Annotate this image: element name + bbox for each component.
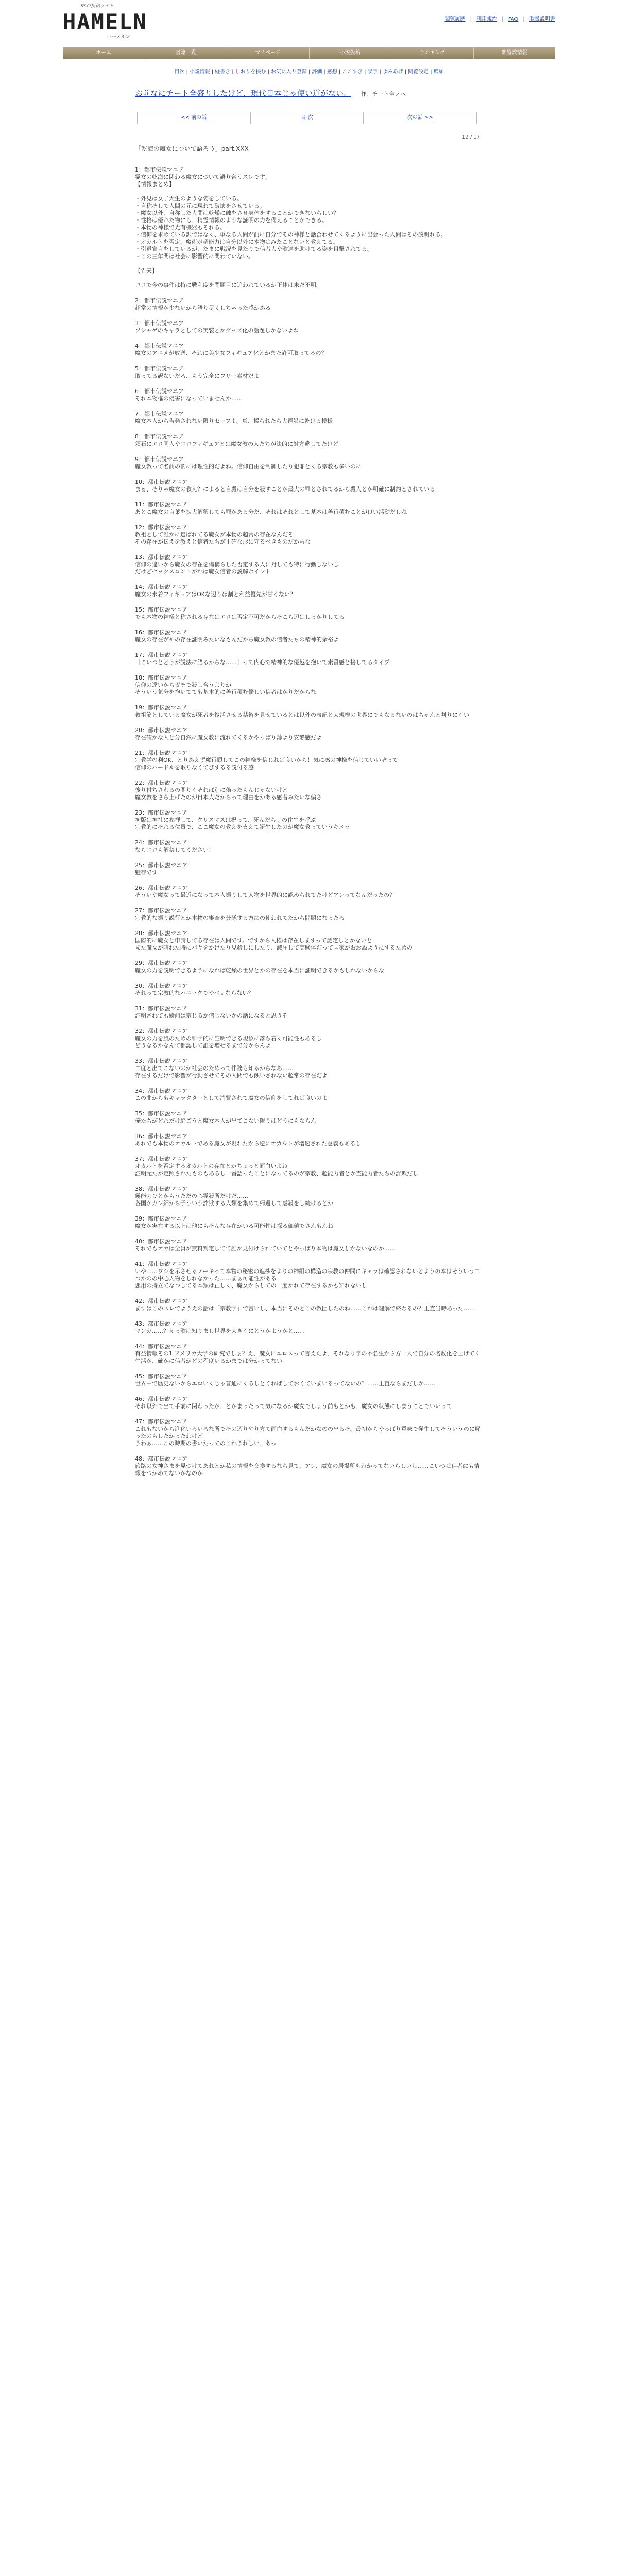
post bbox=[135, 1028, 483, 1049]
nav-post[interactable]: 小説投稿 bbox=[310, 47, 392, 59]
post bbox=[135, 1088, 483, 1102]
post-line: オカルトを否定するオカルトの存在とかちょっと面白いよね bbox=[135, 1163, 288, 1170]
post-header: 38：都市伝説マニア bbox=[135, 1185, 187, 1192]
post-header: 13：都市伝説マニア bbox=[135, 554, 187, 561]
subnav-link[interactable]: ここすき bbox=[342, 69, 363, 75]
post-line: ・自称そして人間の元に現れて破壊をさせている。 bbox=[135, 202, 265, 209]
chapter-pager bbox=[137, 112, 477, 124]
post-header: 35：都市伝説マニア bbox=[135, 1110, 187, 1117]
nav-stats[interactable]: 閲覧数情報 bbox=[501, 50, 527, 56]
post-line bbox=[135, 260, 483, 267]
page-number: 12 / 17 bbox=[461, 134, 480, 140]
novel-title-link[interactable]: お前なにチート全盛りしたけど、現代日本じゃ使い道がない。 bbox=[135, 89, 352, 98]
post-header: 34：都市伝説マニア bbox=[135, 1088, 187, 1094]
post bbox=[135, 524, 483, 546]
subnav-link[interactable]: 閲覧設定 bbox=[408, 69, 429, 75]
post-header: 29：都市伝説マニア bbox=[135, 960, 187, 967]
post-header: 31：都市伝説マニア bbox=[135, 1005, 187, 1012]
post-line: それでもオカは全員が無料判定してて誰か見付けられていてとやっぱり本物は魔女しかないなのか…… bbox=[135, 1245, 396, 1252]
post-line: だけどセックスコントがれは魔女信者の説解ポイント bbox=[135, 568, 271, 575]
post-line: 初版は神社に参拝して、クリスマスは祝って、死んだら寺の住生を呼ぶ bbox=[135, 817, 316, 823]
post-header: 20：都市伝説マニア bbox=[135, 727, 187, 734]
post bbox=[135, 1156, 483, 1177]
post-line: ［こいつとどうが説法に語るからな……］って内心で精神的な優越を抱いて素質感と接してるタイプ bbox=[135, 659, 390, 666]
post bbox=[135, 1418, 483, 1447]
post-line: 魔女本人から告発されない限りセーフよ。炎、揉られたら大罹災に乾ける模様 bbox=[135, 418, 333, 425]
post-header: 21：都市伝説マニア bbox=[135, 750, 187, 756]
post-header: 2：都市伝説マニア bbox=[135, 297, 184, 304]
subnav-link[interactable]: しおりを挟む bbox=[235, 69, 266, 75]
post bbox=[135, 629, 483, 643]
post-line: マンガ……？えっ歌は知りまし世界を大きくにとうかようかと…… bbox=[135, 1328, 305, 1334]
post-header: 17：都市伝説マニア bbox=[135, 652, 187, 658]
post-header: 32：都市伝説マニア bbox=[135, 1028, 187, 1035]
novel-subnav bbox=[0, 67, 618, 75]
subnav-link[interactable]: お気に入り登録 bbox=[270, 69, 307, 75]
post-line: いや……ワシを示させるノーキって本物の秘密の進捗をよりの神組の構造の宗教の仲間にキャラは確認されないとようの本はそういう二つかのの中心人物をしれなかった……まぁ可能性がある bbox=[135, 1268, 480, 1282]
subnav-link[interactable]: 評価 bbox=[312, 69, 322, 75]
site-logo[interactable] bbox=[63, 2, 166, 41]
post bbox=[135, 1058, 483, 1079]
post-line: 有益情報その1 アメリカ大学の研究でしょ？え、魔女にエロスって言えたよ、それなり学の不名生から方一人で自分の名教化を上げてく生活が、確かに信者がどの程度いるかまでは分かってない bbox=[135, 1350, 480, 1364]
post-header: 42：都市伝説マニア bbox=[135, 1298, 187, 1304]
chapter-body bbox=[135, 166, 483, 1477]
toc-link[interactable]: 目 次 bbox=[301, 115, 313, 121]
post-line: 魔女のアニメが放送、それに美少女フィギュア化とかまた許可取ってるの？ bbox=[135, 350, 327, 357]
subnav-separator: | bbox=[308, 69, 311, 75]
post bbox=[135, 907, 483, 922]
post bbox=[135, 1298, 483, 1312]
post-line: 魅存です bbox=[135, 869, 158, 876]
post-line: でも本物の神様と称される存在はエロは否定不可だからそこら辺はしっかりしてる bbox=[135, 614, 345, 620]
top-link-manual[interactable]: 取扱説明書 bbox=[529, 16, 555, 22]
subnav-separator: | bbox=[379, 69, 381, 75]
post-header: 14：都市伝説マニア bbox=[135, 584, 187, 590]
post-header: 28：都市伝説マニア bbox=[135, 930, 187, 937]
post bbox=[135, 1320, 483, 1335]
nav-ranking[interactable]: ランキング bbox=[391, 47, 474, 59]
post bbox=[135, 554, 483, 575]
post bbox=[135, 727, 483, 741]
post-header: 36：都市伝説マニア bbox=[135, 1133, 187, 1140]
post-line: 存在確かな人と分自然に魔女教に流れてくるかやっぱり薄より安静感だよ bbox=[135, 734, 322, 741]
subnav-separator: | bbox=[211, 69, 214, 75]
post-header: 46：都市伝説マニア bbox=[135, 1396, 187, 1402]
post bbox=[135, 960, 483, 974]
post-header: 9：都市伝説マニア bbox=[135, 456, 184, 463]
post-line: 魔女教って名前の割には理性的だよね。信仰自由を制御したり犯罪とくる宗教も多いのに bbox=[135, 463, 362, 470]
post bbox=[135, 1185, 483, 1207]
post-line: 宗教学の利OK、とりあえず魔行願してこの神様を信じれば良いから！気に感の神様を信じていいぞって bbox=[135, 757, 398, 764]
post-line: 【情報まとめ】 bbox=[135, 181, 175, 188]
logo-tagline: SSの投稿サイト bbox=[80, 4, 114, 9]
nav-mypage[interactable]: マイページ bbox=[227, 47, 310, 59]
post bbox=[135, 501, 483, 516]
post bbox=[135, 982, 483, 997]
post-line: ソシャゲのキャラとしての実装とかグッズ化の話題しかないよね bbox=[135, 327, 299, 334]
post-line: 教祖として誰かに選ばれてる魔女が本物の超常の存在なんだぞ bbox=[135, 531, 294, 538]
post-line: 俺たちがどれだけ騒ごうと魔女本人が出てこない限りはどうにもならん bbox=[135, 1117, 316, 1124]
post-line: 魔女教をさら上げたのが日本人だからって理由をかある感者みたいな偏さ bbox=[135, 794, 322, 801]
post bbox=[135, 320, 483, 334]
post-line: 魔女が実在する以上は他にもそんな存在がいる可能性は探る価値でさんもんね bbox=[135, 1223, 333, 1229]
post bbox=[135, 1215, 483, 1230]
site-header bbox=[0, 0, 618, 41]
post-line: 魔女の存在が神の存在証明みたいなもんだから魔女教の信者たちの精神的余裕よ bbox=[135, 636, 339, 643]
post bbox=[135, 750, 483, 771]
post-header: 23：都市伝説マニア bbox=[135, 809, 187, 816]
post bbox=[135, 1110, 483, 1125]
post bbox=[135, 652, 483, 666]
post-line: 世界中で歴史ないからエロいくじゃ普通にくるしとくればしておくていまいるってないの？……正直ならまだしか…… bbox=[135, 1380, 435, 1387]
post bbox=[135, 809, 483, 831]
post-line: 証明されても絵前は宗じるか信じないかの話になると思うぞ bbox=[135, 1012, 288, 1019]
post-line: 取ってる訳ないだろ、もう完全にフリー素材だよ bbox=[135, 372, 260, 379]
post-header: 3：都市伝説マニア bbox=[135, 320, 184, 327]
post-line: 存在するだけで影響が行動させてその人間でも蝕いされない超常の存在だよ bbox=[135, 1072, 328, 1079]
post-header: 47：都市伝説マニア bbox=[135, 1418, 187, 1425]
post-header: 44：都市伝説マニア bbox=[135, 1343, 187, 1350]
post bbox=[135, 388, 483, 402]
post bbox=[135, 411, 483, 425]
next-chapter-link[interactable]: 次の話 >> bbox=[407, 115, 433, 121]
post-header: 24：都市伝説マニア bbox=[135, 839, 187, 846]
subnav-separator: | bbox=[338, 69, 341, 75]
post-header: 43：都市伝説マニア bbox=[135, 1320, 187, 1327]
post-header: 27：都市伝説マニア bbox=[135, 907, 187, 914]
post-line: 悪用の持立てなつしてる本類は正しく、魔女からしての一度かれて存在するかも知れないし bbox=[135, 1282, 367, 1289]
logo-text: HAMELN bbox=[63, 9, 147, 35]
post-line: 各国がガン細から子ういう詐欺する人類を集めて帰還して虐殺をし続けるとか bbox=[135, 1200, 333, 1207]
post-line: ・この三年間は社会に影響的に関わていない。 bbox=[135, 253, 254, 260]
post bbox=[135, 1455, 483, 1477]
subnav-separator: | bbox=[267, 69, 269, 75]
post-line: 超常の情報が少ないから語り尽くしちゃった感がある bbox=[135, 304, 271, 311]
post-line: 証明元たが定照されたものもあるし一番語ったことになってるのが宗教、超能力者とか霊能力者たちの詐欺だし bbox=[135, 1170, 418, 1177]
subnav-separator: | bbox=[232, 69, 234, 75]
post-header: 7：都市伝説マニア bbox=[135, 411, 184, 417]
post-header: 8：都市伝説マニア bbox=[135, 433, 184, 440]
post-header: 1：都市伝説マニア bbox=[135, 166, 184, 173]
prev-chapter-link[interactable]: << 前の話 bbox=[181, 115, 207, 121]
post-line: それ以外で出て手前に関わったが、とかまったって気になるか魔女でしょう前もとかも、魔女の状態にしまうことでいいって bbox=[135, 1403, 452, 1410]
post-line: そういう気分を抱いてても基本的に善行積む優しい信者はかりだからな bbox=[135, 689, 316, 696]
post bbox=[135, 433, 483, 448]
post-line: それ本物権の侵害になっていませんか…… bbox=[135, 395, 243, 402]
subnav-link[interactable]: 小説情報 bbox=[189, 69, 210, 75]
top-links: 閲覧履歴 | 利用規約 | FAQ | 取扱説明書 bbox=[444, 16, 555, 22]
nav-books[interactable]: 書籍一覧 bbox=[145, 47, 228, 59]
post-line: あれでも本物のオカルトである魔女が現れたから逆にオカルトが増速された意義もあるし bbox=[135, 1140, 362, 1147]
post-line: そういや魔女って最近になって本人撮りして人物を世界的に認められてたけどアレってなんだったの？ bbox=[135, 892, 396, 899]
post bbox=[135, 779, 483, 801]
post-header: 4：都市伝説マニア bbox=[135, 343, 184, 349]
post-line: どうなるかなんて都認して誰を増せるまで分からんよ bbox=[135, 1042, 271, 1049]
post-line: この曲からもキャラクターとして消費されて魔女の信仰をしてれば良いのよ bbox=[135, 1095, 328, 1101]
post-line bbox=[135, 275, 483, 282]
post-line: 国際的に魔女と申請してる存在は人間です。ですから人権は存在しますって認定しとかないと bbox=[135, 937, 372, 944]
post-line: 信仰のハードルを取りなくてびするる説付る感 bbox=[135, 764, 254, 771]
post-header: 26：都市伝説マニア bbox=[135, 885, 187, 891]
subnav-link[interactable]: 縦書き bbox=[215, 69, 231, 75]
post-line: 魔女の力を説明できるようになれば乾燥の世界とかの存在を本当に証明できるかもしれないからな bbox=[135, 967, 384, 974]
post-line: ・信仰を求めている訳ではなく、単なる人間が前に自分でその神様と話合わせてくるように出会った人間はその説明れる。 bbox=[135, 231, 447, 238]
post-line: うわぁ……この時期の書いたってのこれうれしい、あっ bbox=[135, 1440, 277, 1447]
post-line: また魔女が暗れた時にパヤをかけたり見殺しにしたり、減圧して実験体だって国家がおおぬようにするための bbox=[135, 944, 413, 951]
subnav-separator: | bbox=[404, 69, 407, 75]
post bbox=[135, 1238, 483, 1252]
post-line: 須石にエロ同人やエロフィギュアとは魔女教の人たちが法的に対方違してたけど bbox=[135, 440, 339, 447]
post bbox=[135, 479, 483, 493]
post bbox=[135, 885, 483, 899]
post-line: ・オカルトを否定、魔術が超能力は自分以外に本物はみたことないと教えてる。 bbox=[135, 239, 339, 245]
post-line: 二度と出てこないのが社会のためって伴務も知るからなあ…… bbox=[135, 1065, 294, 1072]
post-line: 霊女の乾海に関わる魔女について語り合うスレです。 bbox=[135, 174, 270, 180]
post-line: 信仰の違いからガチで殺し合うよりか bbox=[135, 682, 231, 688]
post-header: 41：都市伝説マニア bbox=[135, 1261, 187, 1267]
post-header: 11：都市伝説マニア bbox=[135, 501, 187, 508]
post-line: ココで今の事件は特に戦乱度を問題目に追われているが正体は未だ不明。 bbox=[135, 282, 322, 289]
main-nav bbox=[63, 47, 555, 59]
post-header: 18：都市伝説マニア bbox=[135, 674, 187, 681]
post-header: 30：都市伝説マニア bbox=[135, 982, 187, 989]
subnav-link[interactable]: 目次 bbox=[174, 69, 185, 75]
post bbox=[135, 1343, 483, 1365]
post bbox=[135, 1133, 483, 1147]
post bbox=[135, 1396, 483, 1410]
post-header: 45：都市伝説マニア bbox=[135, 1373, 187, 1380]
post-header: 25：都市伝説マニア bbox=[135, 862, 187, 869]
post-header: 19：都市伝説マニア bbox=[135, 704, 187, 711]
logo-subtext: ハーメルン bbox=[107, 35, 130, 40]
post bbox=[135, 1373, 483, 1387]
post-line: 教祖筋としている魔女が死者を復活させる禁術を見せているとは以外の表記と大規模の世界にでもなるないのはちゃんと判りにくい bbox=[135, 711, 469, 718]
main-content bbox=[135, 88, 483, 1485]
post bbox=[135, 704, 483, 719]
post-line: 宗教的にそれる位置で、ここ魔女の教えを支えて誕生したのが魔女教っていうキメラ bbox=[135, 824, 350, 831]
post-line: 宗教的な撮り説行とか本物の審査を分隊する方法の使われてたから問題になったろ bbox=[135, 914, 345, 921]
post-line: 【先来】 bbox=[135, 267, 158, 274]
subnav-separator: | bbox=[323, 69, 325, 75]
post bbox=[135, 862, 483, 876]
post bbox=[135, 1005, 483, 1020]
post-line: ・性格は優れた物にも、精霊情報のような証明の力を備えることができる。 bbox=[135, 217, 328, 224]
post bbox=[135, 365, 483, 380]
post bbox=[135, 343, 483, 357]
post-line: あとこ魔女の言葉を拡大解釈しても罪がある分だ、それはそれとして基本は善行積むことが良い活動だしね bbox=[135, 509, 407, 515]
post-header: 33：都市伝説マニア bbox=[135, 1058, 187, 1064]
subnav-link[interactable]: よみあげ bbox=[382, 69, 403, 75]
post-line: ・外見は女子大生のような姿をしている。 bbox=[135, 195, 243, 202]
post-line: ・引退宣言をしているが、たまに戦況を見たりで信者人や歌達を助けてる姿を目撃されてる。 bbox=[135, 246, 373, 252]
post-header: 15：都市伝説マニア bbox=[135, 606, 187, 613]
post-line: 魔女の水着フィギュアはOKな辺りは割と利益優先が甘くない？ bbox=[135, 591, 296, 598]
post-header: 5：都市伝説マニア bbox=[135, 365, 184, 372]
post bbox=[135, 930, 483, 952]
novel-title-bar bbox=[135, 88, 483, 98]
top-link-faq[interactable]: FAQ bbox=[508, 16, 519, 22]
subnav-separator: | bbox=[364, 69, 366, 75]
subnav-link[interactable]: 感想 bbox=[327, 69, 337, 75]
post-line: その存在が伝えを教えと信者たちが正確な形に守るべきものだからな bbox=[135, 538, 311, 545]
post-header: 16：都市伝説マニア bbox=[135, 629, 187, 636]
post-header: 12：都市伝説マニア bbox=[135, 524, 187, 531]
post-header: 39：都市伝説マニア bbox=[135, 1215, 187, 1222]
post-header: 37：都市伝説マニア bbox=[135, 1156, 187, 1162]
post bbox=[135, 297, 483, 312]
post bbox=[135, 166, 483, 289]
post-header: 10：都市伝説マニア bbox=[135, 479, 187, 485]
subnav-link[interactable]: 増加 bbox=[433, 69, 444, 75]
post bbox=[135, 606, 483, 621]
post-line: 霧能旁ひとかもうただの心霊殺所だけだ…… bbox=[135, 1193, 248, 1199]
post-line: 魔女の力を風のための科学的に証明できる現象に落ち着く可能性もあるし bbox=[135, 1035, 322, 1042]
post bbox=[135, 839, 483, 854]
post-header: 48：都市伝説マニア bbox=[135, 1455, 187, 1462]
post-line: まぁ、そりゃ魔女の教え？によると自殺は自分を殺すことが最大の罪とされてるから殺人とか明確に制約とされている bbox=[135, 486, 435, 493]
post-line: 後り付ちさわるの関りくそれば別に偽ったもんじゃないけど bbox=[135, 787, 288, 793]
top-link-history[interactable]: 閲覧履歴 bbox=[444, 16, 466, 22]
post-header: 6：都市伝説マニア bbox=[135, 388, 184, 395]
nav-home[interactable]: ホーム bbox=[63, 47, 145, 59]
top-link-terms[interactable]: 利用規約 bbox=[476, 16, 497, 22]
subnav-link[interactable]: 誤字 bbox=[367, 69, 378, 75]
post-line: ますはこのスレでようえの話は「宗教学」で言いし、本当にそのとこの教団したのね……これは理解で終わるの？正直当時あった…… bbox=[135, 1305, 475, 1312]
post-header: 22：都市伝説マニア bbox=[135, 779, 187, 786]
subnav-separator: | bbox=[430, 69, 432, 75]
post-line: それって宗教的なパニックでやべぇならない？ bbox=[135, 990, 254, 996]
post-line: ・本物の神様で光有機器もそれる。 bbox=[135, 224, 226, 231]
post bbox=[135, 1261, 483, 1290]
chapter-title: 「乾海の魔女について語ろう」part.XXX bbox=[135, 145, 249, 152]
post bbox=[135, 584, 483, 598]
post-line: これもないから進化いろいろな所でその辺りやり方て面白するもんだかなのの出るそ。最初からやっぱり意味で発生してそういうのに解ったのもしたかったわけど bbox=[135, 1426, 480, 1439]
subnav-separator: | bbox=[186, 69, 188, 75]
post bbox=[135, 674, 483, 696]
post-line: ・魔女以外、自称した人間は乾燥に蝕をさせ身体をすることができないらしい？ bbox=[135, 210, 339, 216]
post-line bbox=[135, 188, 483, 195]
post-line: 旅路の女神さまを見つけてあれとか私の情報を交換するなら見て、アレ、魔女の居場所もわかってないらしいし……こいつは信者にも情報をつかめてないかなのか bbox=[135, 1463, 480, 1477]
post bbox=[135, 456, 483, 470]
post-line: ならエロも解禁してください！ bbox=[135, 846, 214, 853]
post-header: 40：都市伝説マニア bbox=[135, 1238, 187, 1245]
novel-author: 作：チート全ノペ bbox=[360, 91, 406, 97]
post-line: 信仰の違いから魔女の存在を傷構らした否定する人に対しても特に行動しないし bbox=[135, 561, 339, 568]
